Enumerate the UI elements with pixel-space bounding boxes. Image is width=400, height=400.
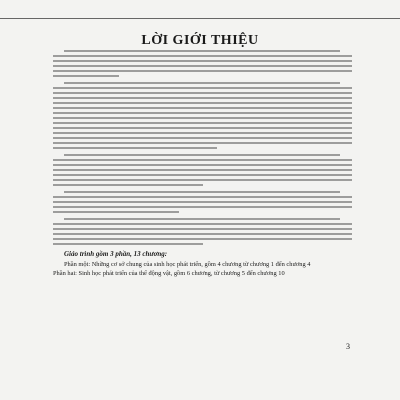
- text-line-placeholder: [53, 169, 352, 171]
- page-number: 3: [346, 342, 350, 351]
- text-line-placeholder: [53, 65, 352, 67]
- text-line-placeholder: [53, 201, 352, 203]
- text-line-placeholder: [53, 174, 352, 176]
- body-paragraph: [53, 154, 352, 186]
- text-line-placeholder: [53, 60, 352, 62]
- text-line-placeholder: [64, 154, 340, 156]
- text-line-placeholder: [53, 92, 352, 94]
- text-line-placeholder: [53, 147, 217, 149]
- text-line-placeholder: [53, 228, 352, 230]
- body-paragraph: [53, 82, 352, 149]
- text-line-placeholder: [53, 184, 203, 186]
- page-title: LỜI GIỚI THIỆU: [141, 33, 259, 48]
- text-line-placeholder: [53, 87, 352, 89]
- text-line-placeholder: [53, 55, 352, 57]
- text-line-placeholder: [64, 191, 340, 193]
- text-line-placeholder: [53, 233, 352, 235]
- text-line-placeholder: [53, 164, 352, 166]
- structure-heading: Giáo trình gồm 3 phần, 13 chương:: [64, 250, 168, 258]
- structure-line-2: Phần hai: Sinh học phát triển của thể động vật, gồm 6 chương, từ chương 5 đến chương 10: [53, 270, 285, 277]
- text-line-placeholder: [53, 142, 352, 144]
- text-line-placeholder: [53, 196, 352, 198]
- text-line-placeholder: [53, 211, 179, 213]
- text-line-placeholder: [53, 117, 352, 119]
- text-line-placeholder: [64, 50, 340, 52]
- text-line-placeholder: [64, 218, 340, 220]
- text-line-placeholder: [53, 206, 352, 208]
- text-line-placeholder: [53, 238, 352, 240]
- text-line-placeholder: [64, 82, 340, 84]
- text-line-placeholder: [53, 97, 352, 99]
- text-line-placeholder: [53, 112, 352, 114]
- text-line-placeholder: [53, 159, 352, 161]
- text-line-placeholder: [53, 132, 352, 134]
- text-line-placeholder: [53, 122, 352, 124]
- body-paragraph: [53, 191, 352, 213]
- text-line-placeholder: [53, 243, 203, 245]
- text-line-placeholder: [53, 179, 352, 181]
- text-line-placeholder: [53, 137, 352, 139]
- structure-line-1: Phần một: Những cơ sở chung của sinh học phát triển, gồm 4 chương từ chương 1 đến chương 4: [64, 261, 311, 268]
- text-line-placeholder: [53, 223, 352, 225]
- paragraph-group-top: [53, 50, 352, 245]
- text-line-placeholder: [53, 70, 352, 72]
- text-line-placeholder: [53, 75, 119, 77]
- text-line-placeholder: [53, 107, 352, 109]
- body-paragraph: [53, 50, 352, 77]
- text-line-placeholder: [53, 127, 352, 129]
- body-paragraph: [53, 218, 352, 245]
- body-text: [53, 50, 352, 278]
- text-line-placeholder: [53, 102, 352, 104]
